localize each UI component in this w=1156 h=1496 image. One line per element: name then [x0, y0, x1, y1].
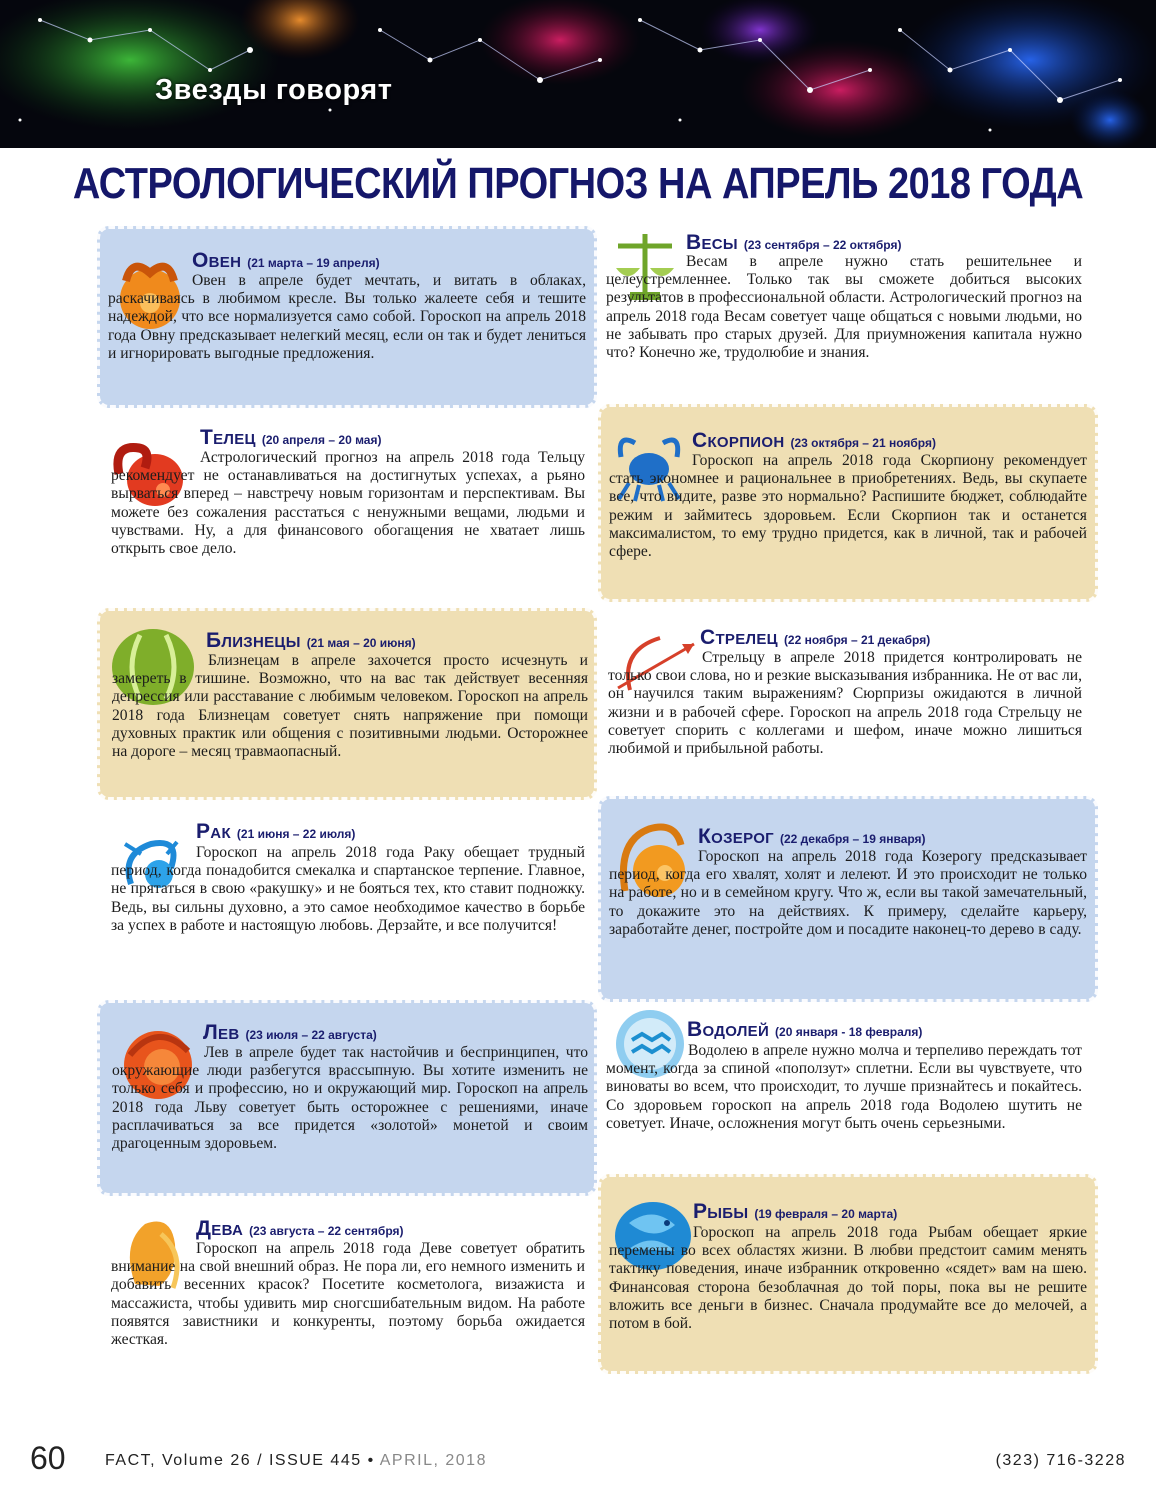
sign-dates: (23 августа – 22 сентября): [249, 1224, 404, 1238]
sign-forecast: Гороскоп на апрель 2018 года Козерогу предсказывает период, когда его хвалят, холят и лелеют. И это происходит не только на работе, но и в семейном кругу. Что ж, если вы такой замечательный, то докажите это на действиях. К примеру, сделайте карьеру, заработайте денег, постройте дом и посадите наконец-то дерево в саду.: [609, 848, 1087, 938]
page-number: 60: [30, 1440, 66, 1476]
sign-dates: (20 января - 18 февраля): [775, 1025, 923, 1039]
sign-dates: (22 ноября – 21 декабря): [783, 633, 931, 647]
sign-forecast: Весам в апреле нужно стать решительнее и целеустремленнее. Только так вы сможете добиться высоких результатов в профессиональной области. Астрологический прогноз на апрель 2018 года Весам советует чаще общаться с новыми людьми, но не забывать про старых друзей. Для приумножения капитала нужно что? Конечно же, трудолюбие и знания.: [606, 253, 1082, 362]
sign-forecast: Овен в апреле будет мечтать, и витать в облаках, раскачиваясь в любимом кресле. Вы только жалеете себя и тешите надеждой, что все нормализуется само собой. Гороскоп на апрель 2018 года Овну предсказывает нелегкий месяц, если он так и будет лениться и игнорировать выгодные предложения.: [108, 272, 586, 362]
sign-card-taurus: [97, 424, 591, 584]
sign-card-sagittarius: [598, 624, 1090, 784]
sign-forecast: Гороскоп на апрель 2018 года Рыбам обещает яркие перемены во всех областях жизни. В любви предстоит самим менять тактику поведения, иначе избранник откровенно «сядет» вам на шею. Финансовая сторона безоблачная до той поры, пока вы не решите вложить все деньги в бизнес. Сначала продумайте все до мелочей, а потом в бой.: [609, 1224, 1087, 1333]
sign-name: Телец: [200, 426, 256, 449]
sign-card-virgo: [97, 1214, 591, 1374]
page-footer: [30, 1440, 1126, 1480]
sign-card-pisces: [598, 1174, 1098, 1374]
sign-forecast: Лев в апреле будет так настойчив и беспринципен, что окружающие люди разбегутся врассыпную. Вы хотите изменить не только себя и профессию, но и окружающий мир. Гороскоп на апрель 2018 года Льву советует быть осторожнее с решениями, иначе расплачиваться за все придется «золотой» монетой и своим драгоценным здоровьем.: [112, 1044, 588, 1153]
sign-card-libra: [598, 228, 1090, 388]
sign-forecast: Гороскоп на апрель 2018 года Раку обещает трудный период, когда понадобится смекалка и спартанское терпение. Главное, не прятаться в свою «ракушку» и не бояться тех, кто ставит подножку. Ведь, вы сильны духовно, а это самое необходимое качество в борьбе за успех в работе и настоящую любовь. Дерзайте, и все получится!: [111, 844, 585, 934]
sign-forecast: Гороскоп на апрель 2018 года Деве советует обратить внимание на свой внешний образ. Не пора ли, его немного изменить и добавить весенних красок? Посетите косметолога, визажиста и массажиста, чтобы удивить мир сногсшибательным видом. На работе появятся завистники и конкуренты, поэтому борьба ожидается жесткая.: [111, 1240, 585, 1349]
page-title: АСТРОЛОГИЧЕСКИЙ ПРОГНОЗ НА АПРЕЛЬ 2018 ГОДА: [72, 160, 1084, 209]
sign-name: Козерог: [698, 825, 774, 848]
section-title: Звезды говорят: [155, 74, 393, 106]
sign-dates: (23 сентября – 22 октября): [743, 238, 902, 252]
sign-dates: (21 марта – 19 апреля): [247, 256, 380, 270]
sign-dates: (23 октября – 21 ноября): [790, 436, 936, 450]
sign-name: Овен: [192, 249, 242, 272]
phone-number: (323) 716-3228: [995, 1452, 1126, 1469]
sign-card-scorpio: [598, 404, 1098, 602]
sign-name: Водолей: [687, 1018, 770, 1041]
sign-dates: (20 апреля – 20 мая): [261, 433, 382, 447]
sign-name: Рыбы: [693, 1200, 749, 1223]
sign-dates: (23 июля – 22 августа): [245, 1028, 377, 1042]
sign-card-leo: [97, 1000, 597, 1196]
sign-card-cancer: [97, 820, 591, 980]
sign-card-aquarius: [598, 1012, 1090, 1162]
sign-dates: (21 июня – 22 июля): [236, 827, 356, 841]
sign-name: Близнецы: [206, 629, 301, 652]
sign-name: Рак: [196, 820, 231, 843]
sign-name: Весы: [686, 231, 738, 254]
sign-forecast: Гороскоп на апрель 2018 года Скорпиону рекомендует стать экономнее и рациональнее в приобретениях. Ведь, вы скупаете все, что видите, разве это нормально? Распишите бюджет, соблюдайте режим и займитесь здоровьем. Если Скорпион так и останется максималистом, то ему трудно придется, как в личной, так и рабочей сфере.: [609, 452, 1087, 561]
sign-name: Стрелец: [700, 626, 778, 649]
header-banner: [0, 0, 1156, 148]
sign-forecast: Водолею в апреле нужно молча и терпеливо переждать тот момент, когда за спиной «поползут» сплетни. Если вы чувствуете, что виноваты во всем, что происходит, то лучше признайтесь и покайтесь. Со здоровьем гороскоп на апрель 2018 года Водолею шутить не советует. Иначе, осложнения могут быть очень серьезными.: [606, 1042, 1082, 1132]
magazine-info: [105, 1452, 487, 1470]
sign-dates: (19 февраля – 20 марта): [754, 1207, 898, 1221]
issue-date: APRIL, 2018: [379, 1452, 487, 1469]
sign-name: Скорпион: [692, 429, 785, 452]
sign-card-aries: [97, 226, 597, 408]
sign-name: Лев: [203, 1021, 240, 1044]
magazine-name: FACT, Volume 26 / ISSUE 445: [105, 1452, 362, 1469]
sign-name: Дева: [196, 1217, 244, 1240]
sign-forecast: Астрологический прогноз на апрель 2018 года Тельцу рекомендует не останавливаться на достигнутых успехах, а рьяно вырваться вперед – навстречу новым горизонтам и перспективам. Вы можете без сожаления расстаться с ненужными вещами, людьми и чувствами. Ну, а для финансового обогащения не хватает лишь открыть свое дело.: [111, 449, 585, 558]
sign-card-capricorn: [598, 796, 1098, 1002]
sign-dates: (21 мая – 20 июня): [306, 636, 416, 650]
sign-forecast: Стрельцу в апреле 2018 придется контролировать не только свои слова, но и резкие высказывания избранника. Не от вас ли, он научился таким выражениям? Сюрпризы ожидаются в личной жизни и в рабочей сфере. Гороскоп на апрель 2018 года Стрельцу не советует спорить с коллегами и шефом, иначе можно лишиться любимой и прибыльной работы.: [608, 649, 1082, 758]
sign-dates: (22 декабря – 19 января): [779, 832, 926, 846]
sign-forecast: Близнецам в апреле захочется просто исчезнуть и замереть в тишине. Возможно, что на вас так действует весенняя депрессия или расставание с любимым человеком. Гороскоп на апрель 2018 года Близнецам советует снять напряжение при помощи духовных практик или общения с позитивными людьми. Осторожнее на дороге – месяц травмаопасный.: [112, 652, 588, 761]
bullet: •: [367, 1452, 375, 1469]
sign-card-gemini: [97, 608, 597, 800]
